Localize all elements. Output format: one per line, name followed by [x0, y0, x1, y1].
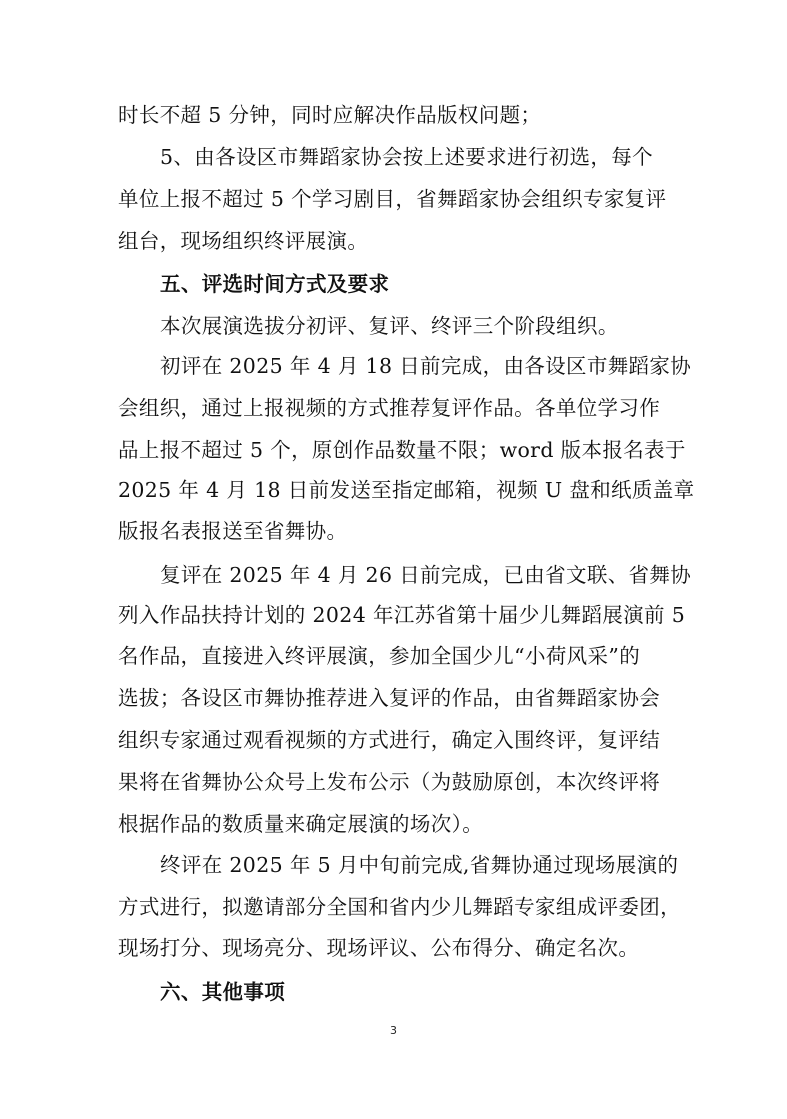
- body-text-line: 本次展演选拔分初评、复评、终评三个阶段组织。: [160, 314, 619, 338]
- body-text-line: 终评在 2025 年 5 月中旬前完成,省舞协通过现场展演的: [160, 853, 679, 877]
- body-text-line: 方式进行，拟邀请部分全国和省内少儿舞蹈专家组成评委团，: [118, 895, 681, 919]
- page-number: 3: [390, 1024, 397, 1037]
- body-text-line: 品上报不超过 5 个，原创作品数量不限；word 版本报名表于: [118, 438, 686, 462]
- body-text-line: 5、由各设区市舞蹈家协会按上述要求进行初选，每个: [160, 145, 653, 169]
- body-text-line: 组台，现场组织终评展演。: [118, 229, 369, 253]
- body-text-line: 初评在 2025 年 4 月 18 日前完成，由各设区市舞蹈家协: [160, 354, 692, 378]
- body-text-line: 版报名表报送至省舞协。: [118, 519, 348, 543]
- body-text-line: 复评在 2025 年 4 月 26 日前完成，已由省文联、省舞协: [160, 563, 692, 587]
- body-text-line: 时长不超 5 分钟，同时应解决作品版权问题；: [118, 103, 542, 127]
- body-text-line: 2025 年 4 月 18 日前发送至指定邮箱，视频 U 盘和纸质盖章: [118, 478, 695, 502]
- body-text-line: 根据作品的数质量来确定展演的场次）。: [118, 812, 484, 836]
- body-text-line: 选拔；各设区市舞协推荐进入复评的作品，由省舞蹈家协会: [118, 686, 661, 710]
- body-text-line: 现场打分、现场亮分、现场评议、公布得分、确定名次。: [118, 936, 640, 960]
- body-text-line: 组织专家通过观看视频的方式进行，确定入围终评，复评结: [118, 728, 661, 752]
- body-text-line: 单位上报不超过 5 个学习剧目，省舞蹈家协会组织专家复评: [118, 187, 667, 211]
- body-text-line: 列入作品扶持计划的 2024 年江苏省第十届少儿舞蹈展演前 5: [118, 603, 686, 627]
- section-heading-5: 五、评选时间方式及要求: [160, 272, 390, 296]
- body-text-line: 名作品，直接进入终评展演，参加全国少儿“小荷风采”的: [118, 644, 641, 668]
- body-text-line: 会组织，通过上报视频的方式推荐复评作品。各单位学习作: [118, 396, 661, 420]
- section-heading-6: 六、其他事项: [160, 980, 286, 1004]
- body-text-line: 果将在省舞协公众号上发布公示（为鼓励原创，本次终评将: [118, 770, 661, 794]
